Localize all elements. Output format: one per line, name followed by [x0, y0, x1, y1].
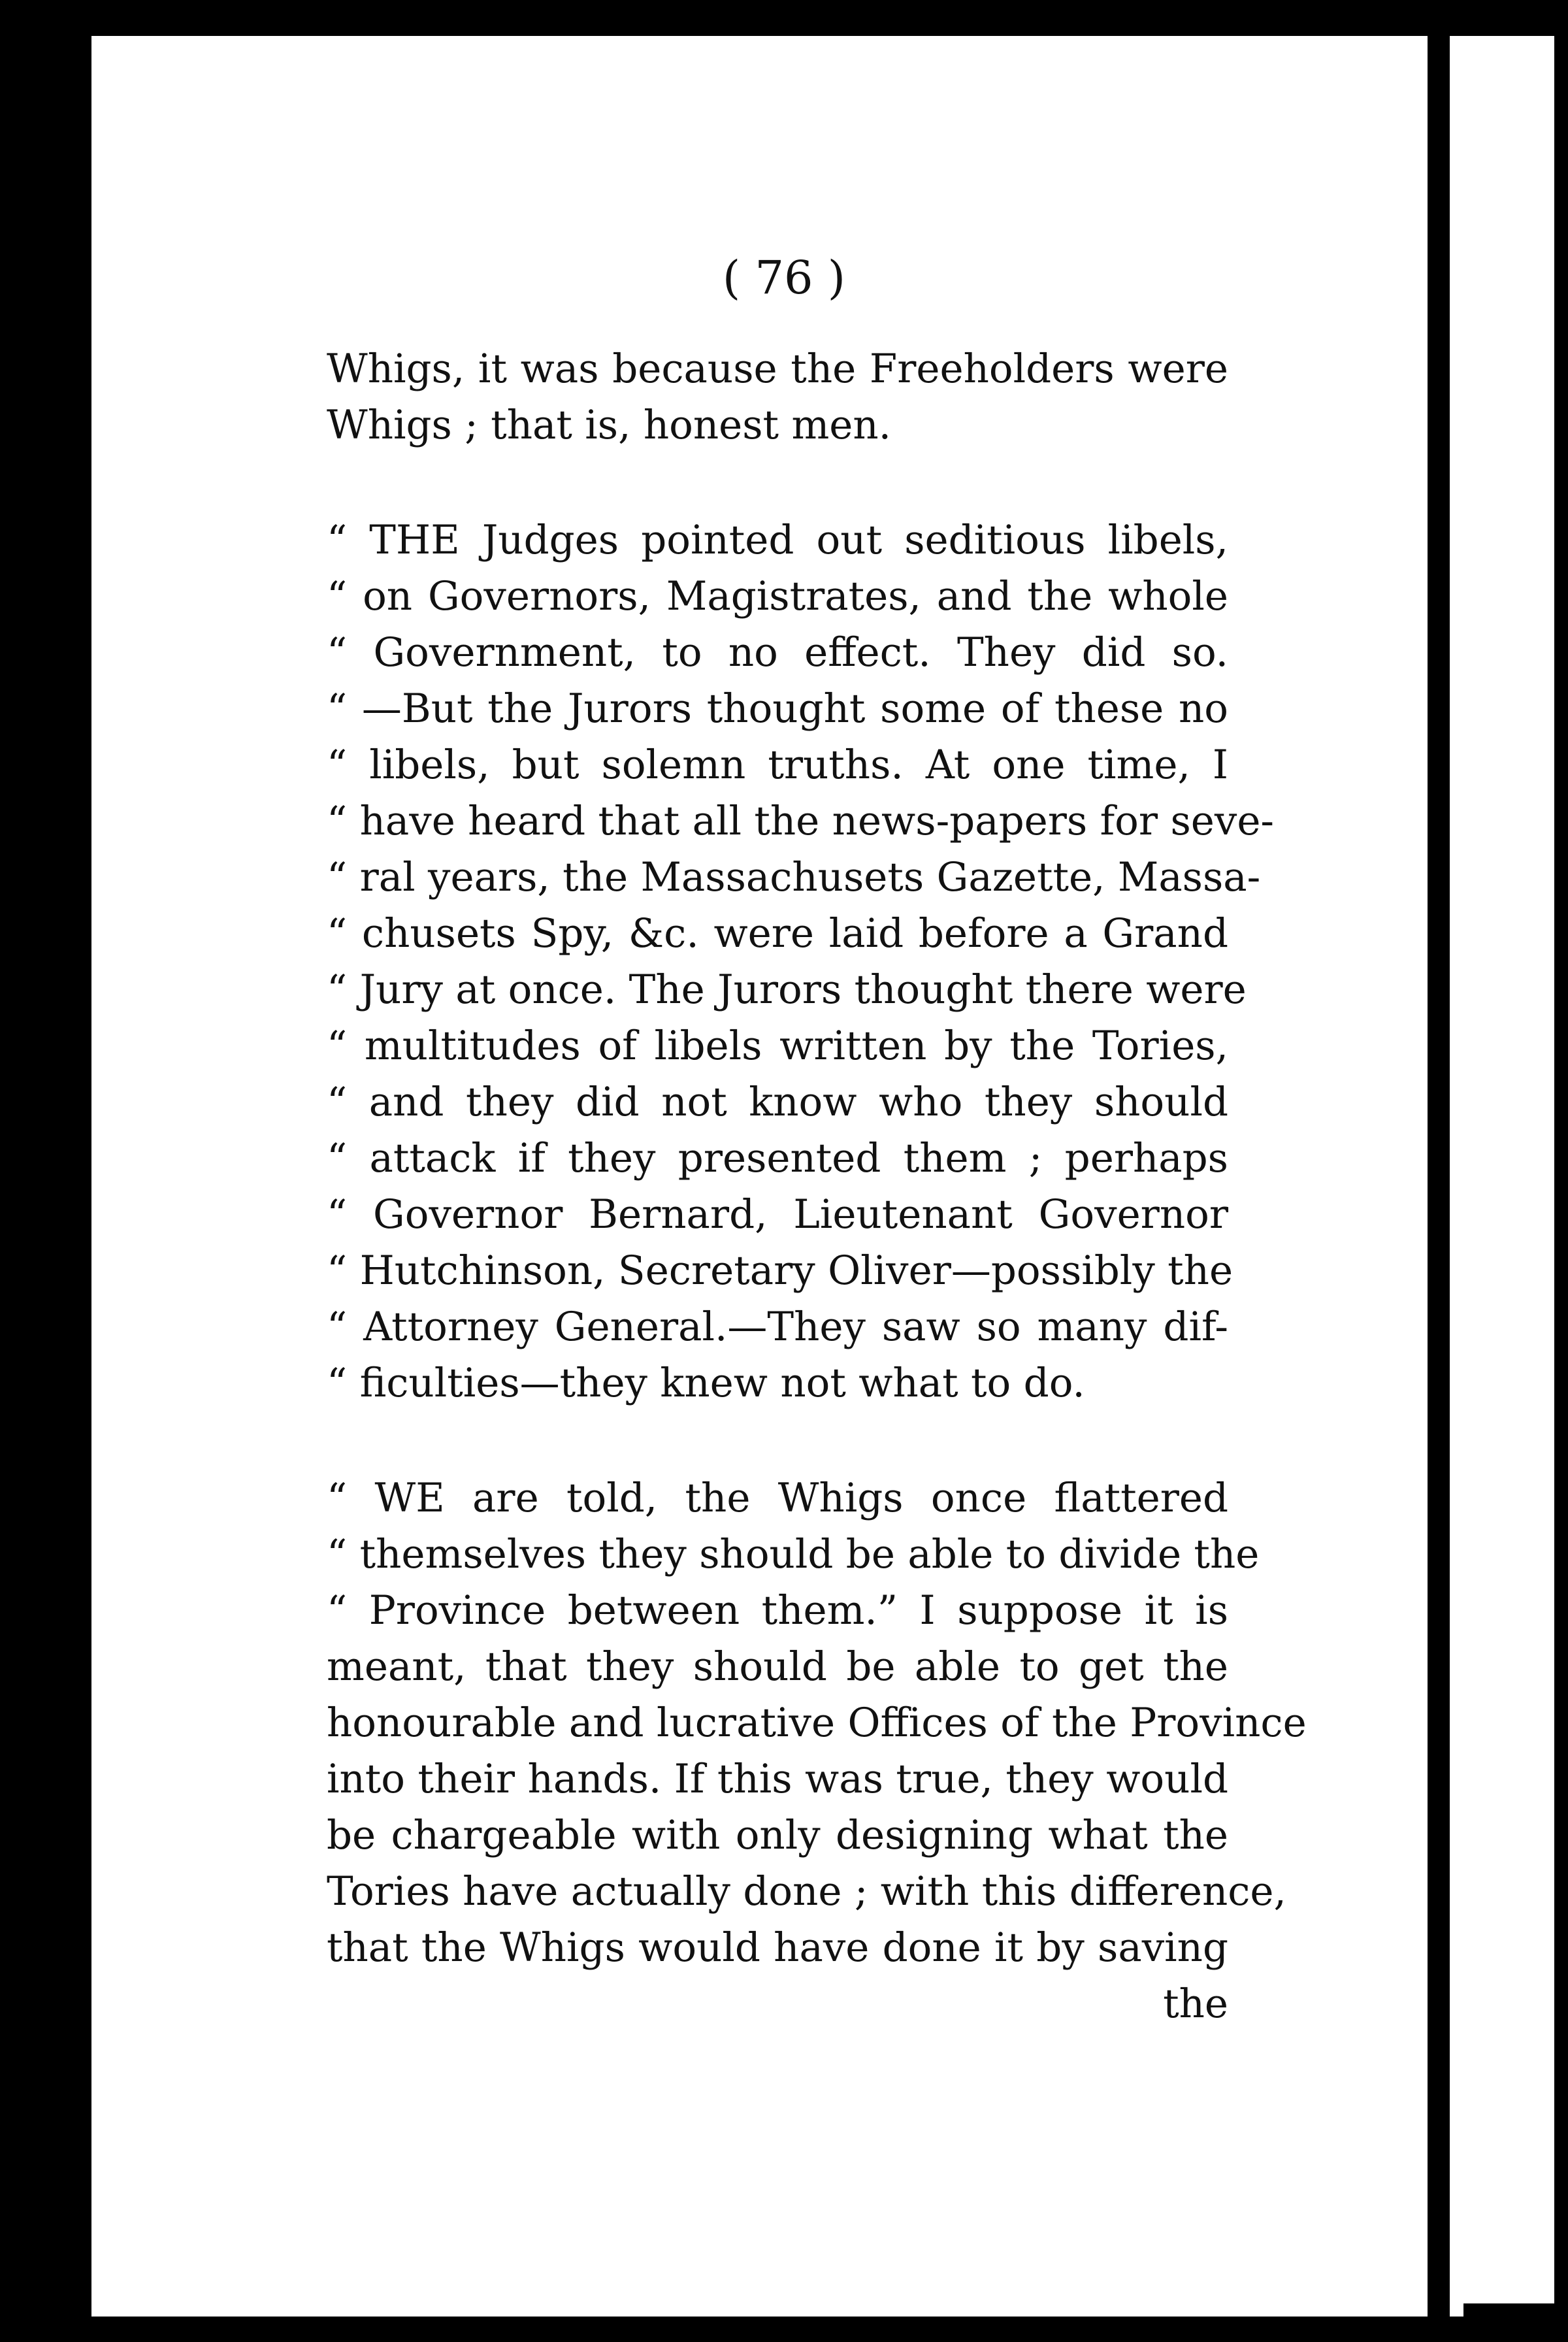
paragraph — [327, 341, 1228, 454]
text-line: that the Whigs would have done it by saving — [327, 1924, 1228, 1971]
text-line: “ on Governors, Magistrates, and the whole — [327, 573, 1228, 619]
text-line: “ chusets Spy, &c. were laid before a Grand — [327, 910, 1228, 957]
catchword: the — [1163, 1981, 1228, 2027]
text-line: “ WE are told, the Whigs once flattered — [327, 1475, 1228, 1521]
paragraph — [327, 1470, 1307, 1976]
text-line: “ Hutchinson, Secretary Oliver—possibly the — [327, 1247, 1233, 1294]
paragraph — [327, 512, 1275, 1411]
page-number: ( 76 ) — [722, 251, 846, 305]
text-line: “ Attorney General.—They saw so many dif- — [327, 1304, 1228, 1350]
text-line: “ attack if they presented them ; perhaps — [327, 1135, 1228, 1181]
text-line: “ THE Judges pointed out seditious libels, — [327, 517, 1228, 563]
text-line: “ Governor Bernard, Lieutenant Governor — [327, 1191, 1228, 1238]
text-line: “ and they did not know who they should — [327, 1079, 1228, 1125]
book-spine-shadow — [1428, 29, 1450, 2323]
text-line: into their hands. If this was true, they would — [327, 1756, 1228, 1802]
text-line: “ ral years, the Massachusets Gazette, Massa- — [327, 854, 1261, 900]
body-text — [327, 341, 1307, 2032]
text-line: Tories have actually done ; with this difference, — [327, 1868, 1286, 1915]
text-line: Whigs, it was because the Freeholders were — [327, 346, 1228, 392]
text-line: “ have heard that all the news-papers for seve- — [327, 798, 1275, 844]
text-line: Whigs ; that is, honest men. — [327, 402, 892, 448]
text-line: “ Jury at once. The Jurors thought there were — [327, 966, 1247, 1013]
facing-page-edge — [1450, 36, 1554, 2303]
text-line: “ —But the Jurors thought some of these no — [327, 685, 1228, 732]
text-line: meant, that they should be able to get the — [327, 1643, 1228, 1690]
text-line: be chargeable with only designing what the — [327, 1812, 1228, 1858]
text-line: “ ficulties—they knew not what to do. — [327, 1360, 1085, 1406]
text-line: “ libels, but solemn truths. At one time, I — [327, 742, 1228, 788]
text-line: “ Government, to no effect. They did so. — [327, 629, 1228, 676]
text-line: honourable and lucrative Offices of the Province — [327, 1700, 1307, 1746]
text-line: “ themselves they should be able to divide the — [327, 1531, 1260, 1577]
text-line: “ Province between them.” I suppose it is — [327, 1587, 1228, 1634]
text-line: “ multitudes of libels written by the Tories, — [327, 1023, 1228, 1069]
